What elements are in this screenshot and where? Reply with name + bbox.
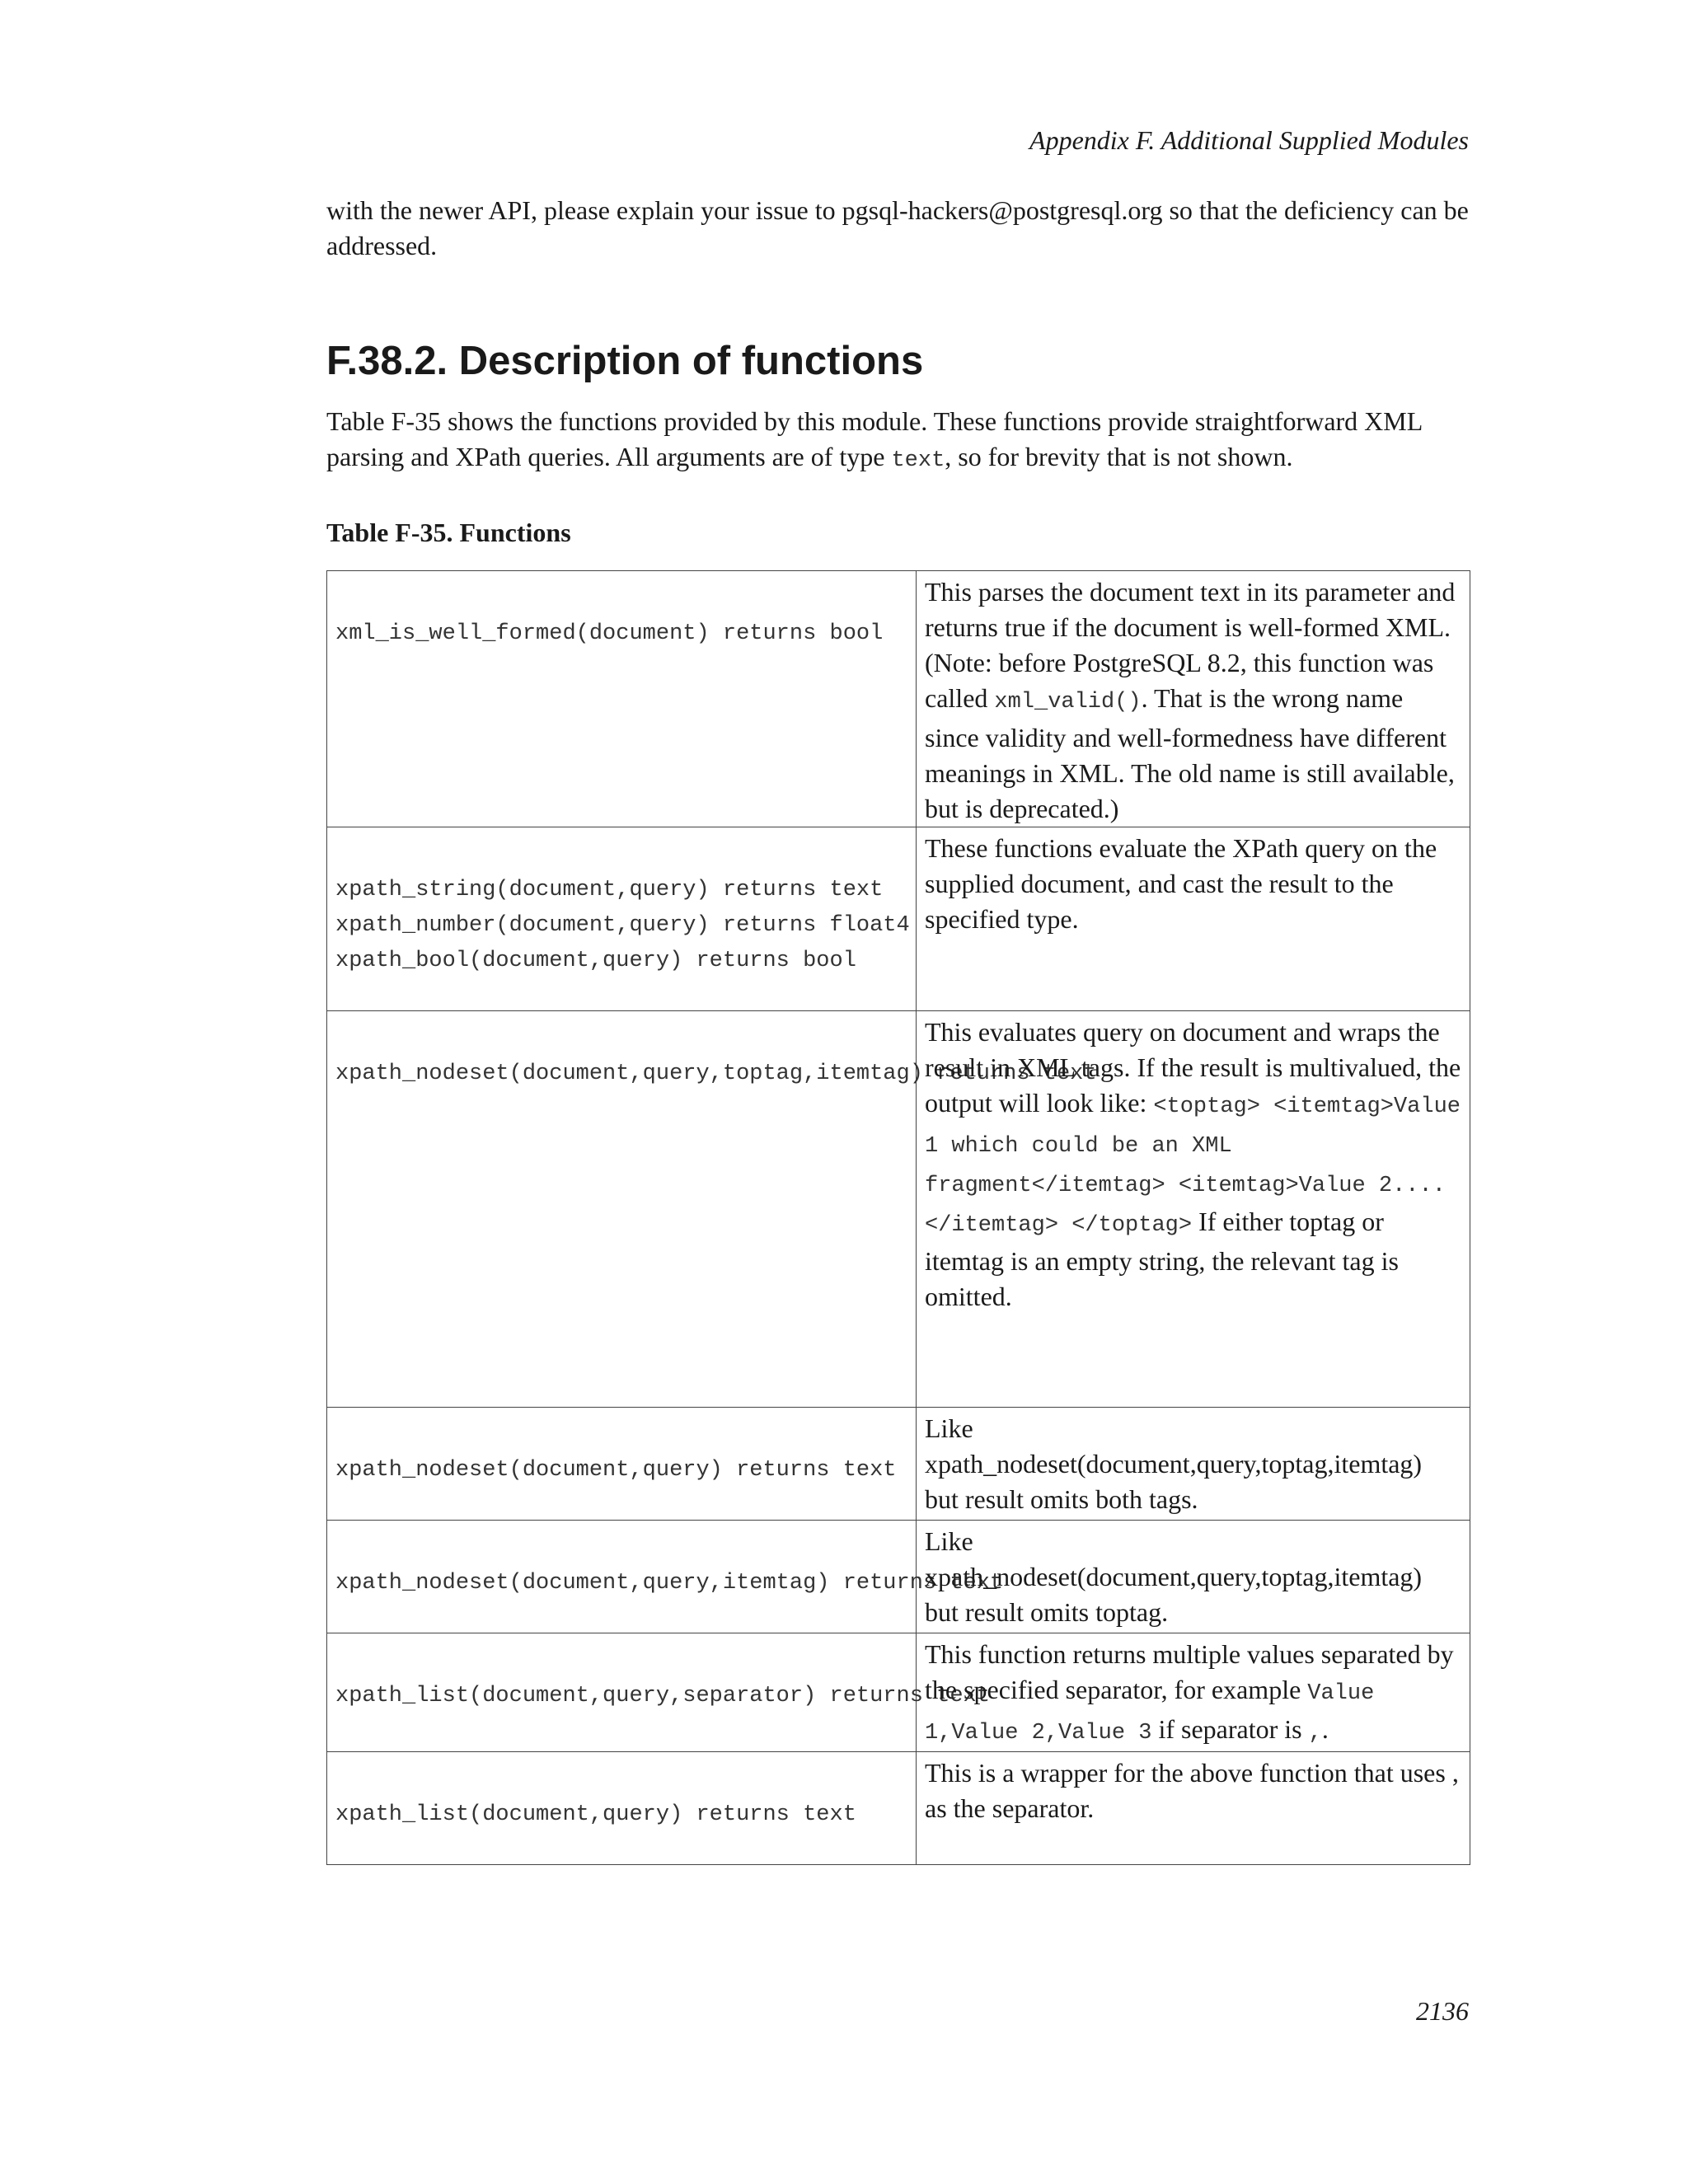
description-text: This parses the document text in its parameter and returns true if the document is well-formed XML. (Note: before PostgreSQL 8.2, this function was called	[925, 577, 1456, 713]
table-row	[327, 1521, 1470, 1633]
signature-cell	[327, 1633, 990, 1752]
function-signature: xpath_list(document,query,separator) returns text	[335, 1684, 990, 1708]
description-cell	[917, 1408, 1470, 1521]
signature-cell	[327, 571, 917, 827]
section-text-2: , so for brevity that is not shown.	[945, 442, 1293, 471]
description-cell	[917, 571, 1470, 827]
description-text: If either toptag or itemtag is an empty string, the relevant tag is omitted.	[925, 1207, 1399, 1311]
function-description	[925, 1015, 1461, 1315]
signature-cell	[327, 827, 917, 1011]
section-heading: F.38.2. Description of functions	[326, 339, 924, 383]
function-description: This is a wrapper for the above function that uses , as the separator.	[925, 1758, 1459, 1823]
inline-code: ,	[1308, 1721, 1322, 1746]
table-row	[327, 1633, 1470, 1752]
description-cell	[917, 827, 1470, 1011]
table-row	[327, 1408, 1470, 1521]
function-signature: xpath_nodeset(document,query,itemtag) returns text	[335, 1571, 1004, 1596]
description-text: . That is the wrong name since validity and well-formedness have different meanings in XML. The old name is still available, but is deprecated.)	[925, 683, 1455, 823]
page-number: 2136	[1416, 1996, 1469, 2026]
function-signature: xpath_number(document,query) returns float4	[335, 913, 910, 938]
description-cell	[917, 1521, 1470, 1633]
description-text: This evaluates query on document and wraps the result in XML tags. If the result is multivalued, the output will look like:	[925, 1017, 1461, 1118]
function-signature: xpath_nodeset(document,query,toptag,itemtag) returns text	[335, 1062, 1097, 1086]
signature-cell	[327, 1011, 1097, 1408]
description-text: .	[1321, 1714, 1329, 1744]
table-row	[327, 827, 1470, 1011]
table-row	[327, 571, 1470, 827]
signature-cell	[327, 1752, 917, 1865]
function-signature: xpath_string(document,query) returns text	[335, 878, 884, 902]
intro-paragraph: with the newer API, please explain your issue to pgsql-hackers@postgresql.org so that the deficiency can be addressed.	[326, 195, 1469, 260]
signature-cell	[327, 1408, 917, 1521]
inline-code: xml_valid()	[994, 690, 1142, 715]
function-description	[925, 574, 1461, 827]
function-description: These functions evaluate the XPath query on the supplied document, and cast the result to the specified type.	[925, 833, 1437, 934]
section-paragraph	[326, 404, 1469, 479]
running-title: Appendix F. Additional Supplied Modules	[1029, 125, 1469, 155]
description-cell	[917, 1633, 1470, 1752]
table-row	[327, 1752, 1470, 1865]
functions-table	[326, 570, 1470, 1865]
function-signature: xpath_list(document,query) returns text	[335, 1802, 856, 1827]
description-cell	[917, 1752, 1470, 1865]
description-text: if separator is	[1151, 1714, 1309, 1744]
signature-cell	[327, 1521, 1004, 1633]
function-description: Like xpath_nodeset(document,query,toptag,itemtag) but result omits toptag.	[925, 1526, 1423, 1627]
inline-code: <toptag> <itemtag>Value 1 which could be an XML fragment</itemtag> <itemtag>Value 2....</itemtag> </toptag>	[925, 1094, 1461, 1238]
function-signature: xpath_nodeset(document,query) returns text	[335, 1458, 897, 1483]
function-signature: xml_is_well_formed(document) returns bool	[335, 621, 884, 646]
function-signature: xpath_bool(document,query) returns bool	[335, 949, 856, 973]
function-description: Like xpath_nodeset(document,query,toptag,itemtag) but result omits both tags.	[925, 1413, 1423, 1514]
function-description	[925, 1637, 1461, 1751]
inline-code-type: text	[891, 448, 945, 473]
description-text: This function returns multiple values separated by the specified separator, for example	[925, 1639, 1454, 1704]
inline-code: Value 1,Value 2,Value 3	[925, 1681, 1375, 1746]
section-text-1: Table F-35 shows the functions provided by this module. These functions provide straightforward XML parsing and XPath queries. All arguments are of type	[326, 406, 1423, 471]
description-cell	[917, 1011, 1470, 1408]
table-row	[327, 1011, 1470, 1408]
table-caption: Table F-35. Functions	[326, 518, 571, 547]
